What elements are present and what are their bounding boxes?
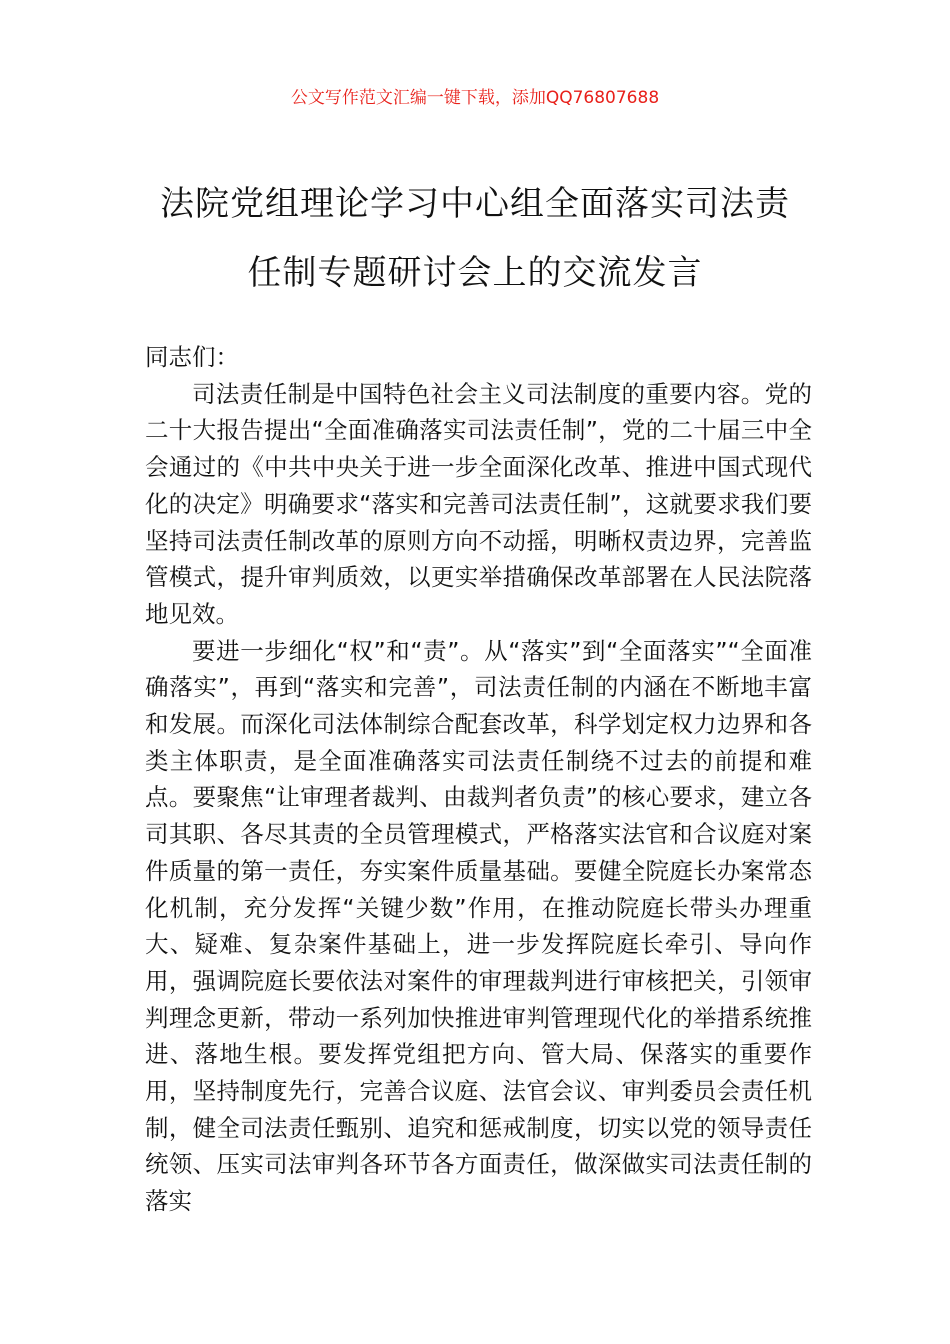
paragraph-1: 司法责任制是中国特色社会主义司法制度的重要内容。党的二十大报告提出“全面准确落实司法责任制”，党的二十届三中全会通过的《中共中央关于进一步全面深化改革、推进中国式现代化的决定》明确要求“落实和完善司法责任制”，这就要求我们要坚持司法责任制改革的原则方向不动摇，明晰权责边界，完善监管模式，提升审判质效，以更实举措确保改革部署在人民法院落地见效。 bbox=[145, 379, 812, 628]
document-title-line-2: 任制专题研讨会上的交流发言 bbox=[247, 253, 703, 293]
paragraph-2: 要进一步细化“权”和“责”。从“落实”到“全面落实”“全面准确落实”，再到“落实和完善”，司法责任制的内涵在不断地丰富和发展。而深化司法体制综合配套改革，科学划定权力边界和各类主体职责，是全面准确落实司法责任制绕不过去的前提和难点。要聚焦“让审理者裁判、由裁判者负责”的核心要求，建立各司其职、各尽其责的全员管理模式，严格落实法官和合议庭对案件质量的第一责任，夯实案件质量基础。要健全院庭长办案常态化机制，充分发挥“关键少数”作用，在推动院庭长带头办理重大、疑难、复杂案件基础上，进一步发挥院庭长牵引、导向作用，强调院庭长要依法对案件的审理裁判进行审核把关，引领审判理念更新，带动一系列加快推进审判管理现代化的举措系统推进、落地生根。要发挥党组把方向、管大局、保落实的重要作用，坚持制度先行，完善合议庭、法官会议、审判委员会责任机制，健全司法责任甄别、追究和惩戒制度，切实以党的领导责任统领、压实司法审判各环节各方面责任，做深做实司法责任制的落实 bbox=[145, 636, 812, 1216]
download-banner: 公文写作范文汇编一键下载，添加QQ76807688 bbox=[290, 88, 660, 108]
document-title bbox=[140, 170, 810, 308]
document-body bbox=[145, 339, 812, 1220]
salutation: 同志们： bbox=[145, 343, 239, 371]
document-title-line-1: 法院党组理论学习中心组全面落实司法责 bbox=[160, 184, 790, 224]
